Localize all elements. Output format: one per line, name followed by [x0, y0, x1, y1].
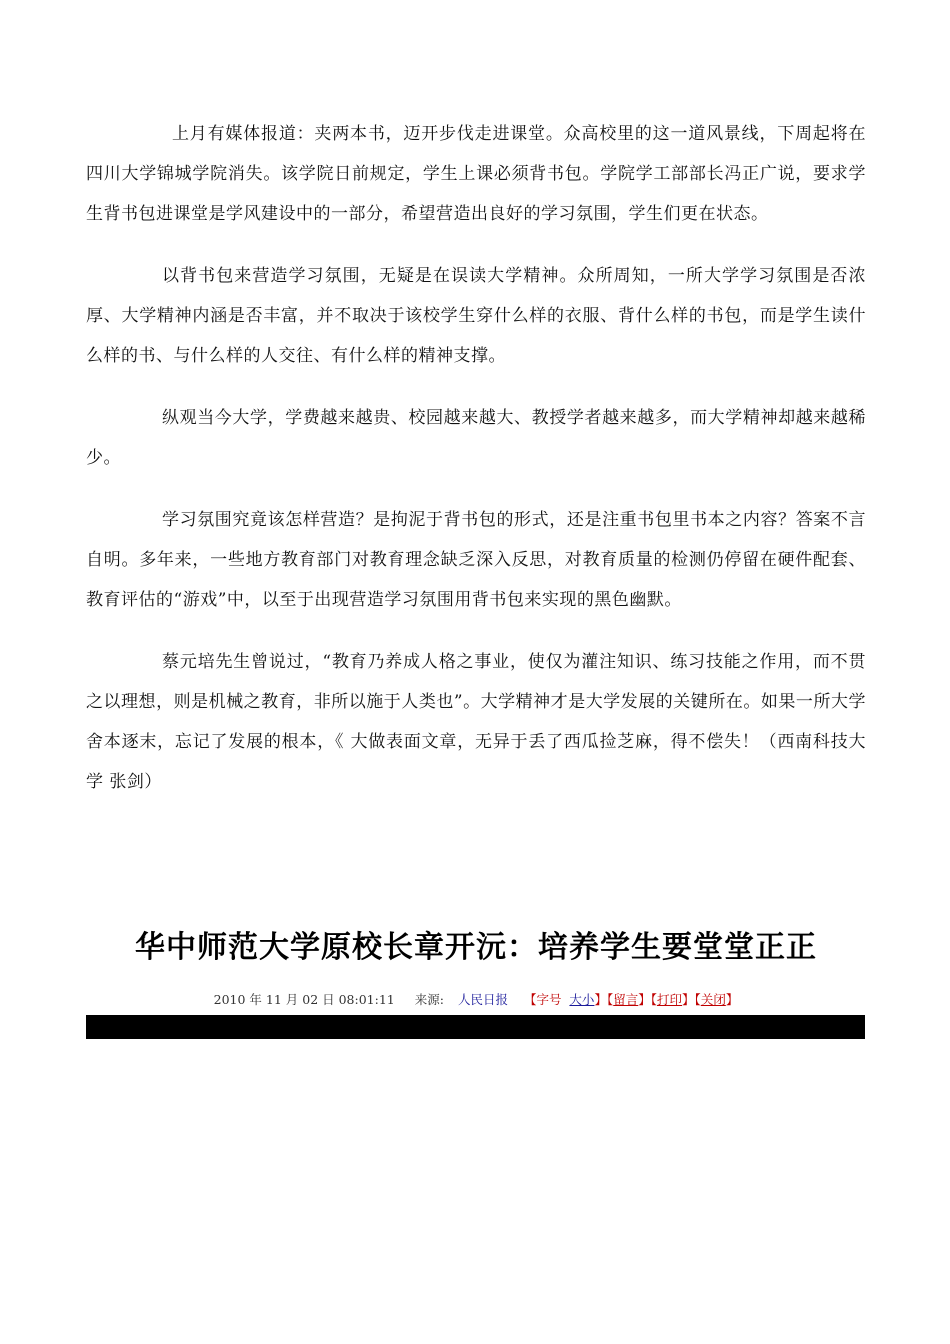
bracket-open: 【: [650, 992, 658, 1007]
font-size-control: [524, 992, 607, 1007]
article-paragraph: 以背书包来营造学习氛围，无疑是在误读大学精神。众所周知，一所大学学习氛围是否浓厚、大学精神内涵是否丰富，并不取决于该校学生穿什么样的衣服、背什么样的书包，而是学生读什么样的书、与什么样的人交往、有什么样的精神支撑。: [86, 266, 866, 366]
source-name: 人民日报: [457, 992, 508, 1007]
print-link[interactable]: 打印: [657, 992, 683, 1007]
article-headline: 华中师范大学原校长章开沅：培养学生要堂堂正正: [135, 930, 817, 965]
font-size-label: 字号: [536, 992, 562, 1007]
bracket-close: 】: [682, 992, 695, 1007]
article-body: [86, 114, 866, 824]
close-link[interactable]: 关闭: [700, 992, 726, 1007]
bracket-open: 【: [606, 992, 614, 1007]
bracket-open: 【: [523, 992, 537, 1007]
bracket-close: 】: [594, 992, 607, 1007]
black-divider-bar: [86, 1015, 865, 1039]
bracket-open: 【: [694, 992, 701, 1007]
font-size-link[interactable]: 大小: [569, 992, 595, 1007]
bracket-close: 】: [725, 992, 739, 1007]
comment-link[interactable]: 留言: [613, 992, 639, 1007]
source-label: 来源:: [414, 992, 444, 1007]
article-paragraph: 学习氛围究竟该怎样营造？是拘泥于背书包的形式，还是注重书包里书本之内容？答案不言自明。多年来，一些地方教育部门对教育理念缺乏深入反思，对教育质量的检测仍停留在硬件配套、教育评估的“游戏”中，以至于出现营造学习氛围用背书包来实现的黑色幽默。: [86, 510, 866, 610]
article-paragraph: 上月有媒体报道：夹两本书，迈开步伐走进课堂。众高校里的这一道风景线，下周起将在四川大学锦城学院消失。该学院日前规定，学生上课必须背书包。学院学工部部长冯正广说，要求学生背书包进课堂是学风建设中的一部分，希望营造出良好的学习氛围，学生们更在状态。: [86, 124, 866, 224]
article-paragraph: 纵观当今大学，学费越来越贵、校园越来越大、教授学者越来越多，而大学精神却越来越稀少。: [86, 408, 866, 468]
article-meta-bar: [86, 990, 866, 1010]
article-paragraph: 蔡元培先生曾说过，“教育乃养成人格之事业，使仅为灌注知识、练习技能之作用，而不贯之以理想，则是机械之教育，非所以施于人类也”。大学精神才是大学发展的关键所在。如果一所大学舍本逐末，忘记了发展的根本，《 大做表面文章，无异于丢了西瓜捡芝麻，得不偿失！（西南科技大学 张剑）: [86, 652, 866, 792]
bracket-close: 】: [638, 992, 651, 1007]
publish-datetime: 2010 年 11 月 02 日 08:01:11: [213, 992, 395, 1007]
